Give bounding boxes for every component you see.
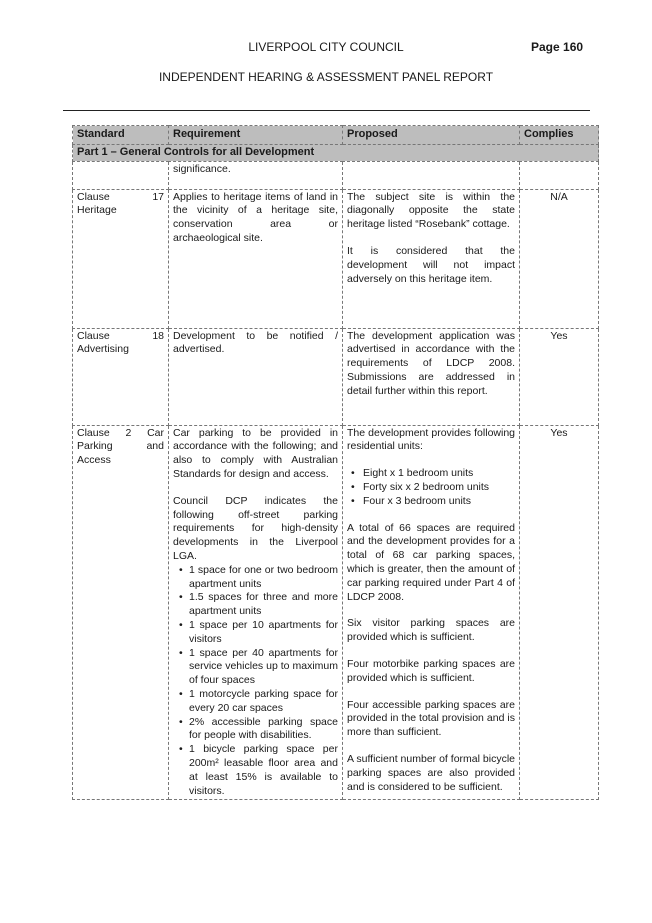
proposed-text: The development provides following residential units:	[347, 426, 515, 453]
proposed-text: A sufficient number of formal bicycle parking spaces are also provided and is considered to be sufficient.	[347, 752, 515, 793]
council-name: LIVERPOOL CITY COUNCIL	[248, 40, 404, 54]
unit-mix-list	[347, 467, 515, 508]
header-divider	[63, 110, 590, 111]
proposed-text: Four accessible parking spaces are provided in the total provision and is more than sufficient.	[347, 698, 515, 739]
parking-requirement-list	[173, 564, 338, 799]
part-heading-row	[73, 144, 599, 161]
proposed-cell: The development application was advertised in accordance with the requirements of LDCP 2008. Submissions are addressed in detail further within this report.	[343, 328, 520, 425]
page-number: Page 160	[531, 40, 584, 54]
compliance-table	[72, 125, 599, 800]
requirement-text: Car parking to be provided in accordance with the following; and also to comply with Australian Standards for design and access.	[173, 426, 338, 480]
complies-cell: Yes	[520, 425, 599, 800]
column-header-proposed: Proposed	[343, 126, 520, 145]
requirement-cell: significance.	[169, 161, 343, 189]
proposed-text: A total of 66 spaces are required and the development provides for a total of 68 car parking spaces, which is greater, then the amount of car parking required under Part 4 of LDCP 2008.	[347, 521, 515, 603]
list-item: • Forty six x 2 bedroom units	[347, 481, 515, 495]
proposed-cell	[343, 425, 520, 800]
column-header-requirement: Requirement	[169, 126, 343, 145]
list-item: • 1 space per 40 apartments for service vehicles up to maximum of four spaces	[173, 647, 338, 688]
proposed-text: It is considered that the development will not impact adversely on this heritage item.	[347, 244, 515, 285]
complies-cell: Yes	[520, 328, 599, 425]
table-row	[73, 425, 599, 800]
proposed-text: The subject site is within the diagonally opposite the state heritage listed “Rosebank” cottage.	[347, 190, 515, 231]
standard-cell: Clause 2 Car Parking and Access	[73, 425, 169, 800]
list-item: • Four x 3 bedroom units	[347, 495, 515, 509]
list-item: • 1.5 spaces for three and more apartment units	[173, 591, 338, 619]
table-row	[73, 161, 599, 189]
standard-cell: Clause 18 Advertising	[73, 328, 169, 425]
report-title: INDEPENDENT HEARING & ASSESSMENT PANEL REPORT	[158, 70, 494, 84]
table-header-row	[73, 126, 599, 145]
table-row	[73, 328, 599, 425]
part-heading: Part 1 – General Controls for all Development	[73, 144, 599, 161]
list-item: • 1 space per 10 apartments for visitors	[173, 619, 338, 647]
proposed-text: Six visitor parking spaces are provided which is sufficient.	[347, 617, 515, 644]
list-item: • 2% accessible parking space for people with disabilities.	[173, 716, 338, 744]
column-header-complies: Complies	[520, 126, 599, 145]
proposed-text: Four motorbike parking spaces are provided which is sufficient.	[347, 657, 515, 684]
list-item: • 1 motorcycle parking space for every 20 car spaces	[173, 688, 338, 716]
complies-cell: N/A	[520, 189, 599, 328]
list-item: • 1 bicycle parking space per 200m² leasable floor area and at least 15% is available to visitors.	[173, 743, 338, 798]
column-header-standard: Standard	[73, 126, 169, 145]
list-item: • 1 space for one or two bedroom apartment units	[173, 564, 338, 592]
proposed-cell	[343, 189, 520, 328]
table-row	[73, 189, 599, 328]
standard-cell: Clause 17 Heritage	[73, 189, 169, 328]
requirement-text: Council DCP indicates the following off-street parking requirements for high-density developments in the Liverpool LGA.	[173, 494, 338, 562]
requirement-cell: Development to be notified / advertised.	[169, 328, 343, 425]
requirement-cell	[169, 425, 343, 800]
requirement-cell: Applies to heritage items of land in the vicinity of a heritage site, conservation area or archaeological site.	[169, 189, 343, 328]
list-item: • Eight x 1 bedroom units	[347, 467, 515, 481]
